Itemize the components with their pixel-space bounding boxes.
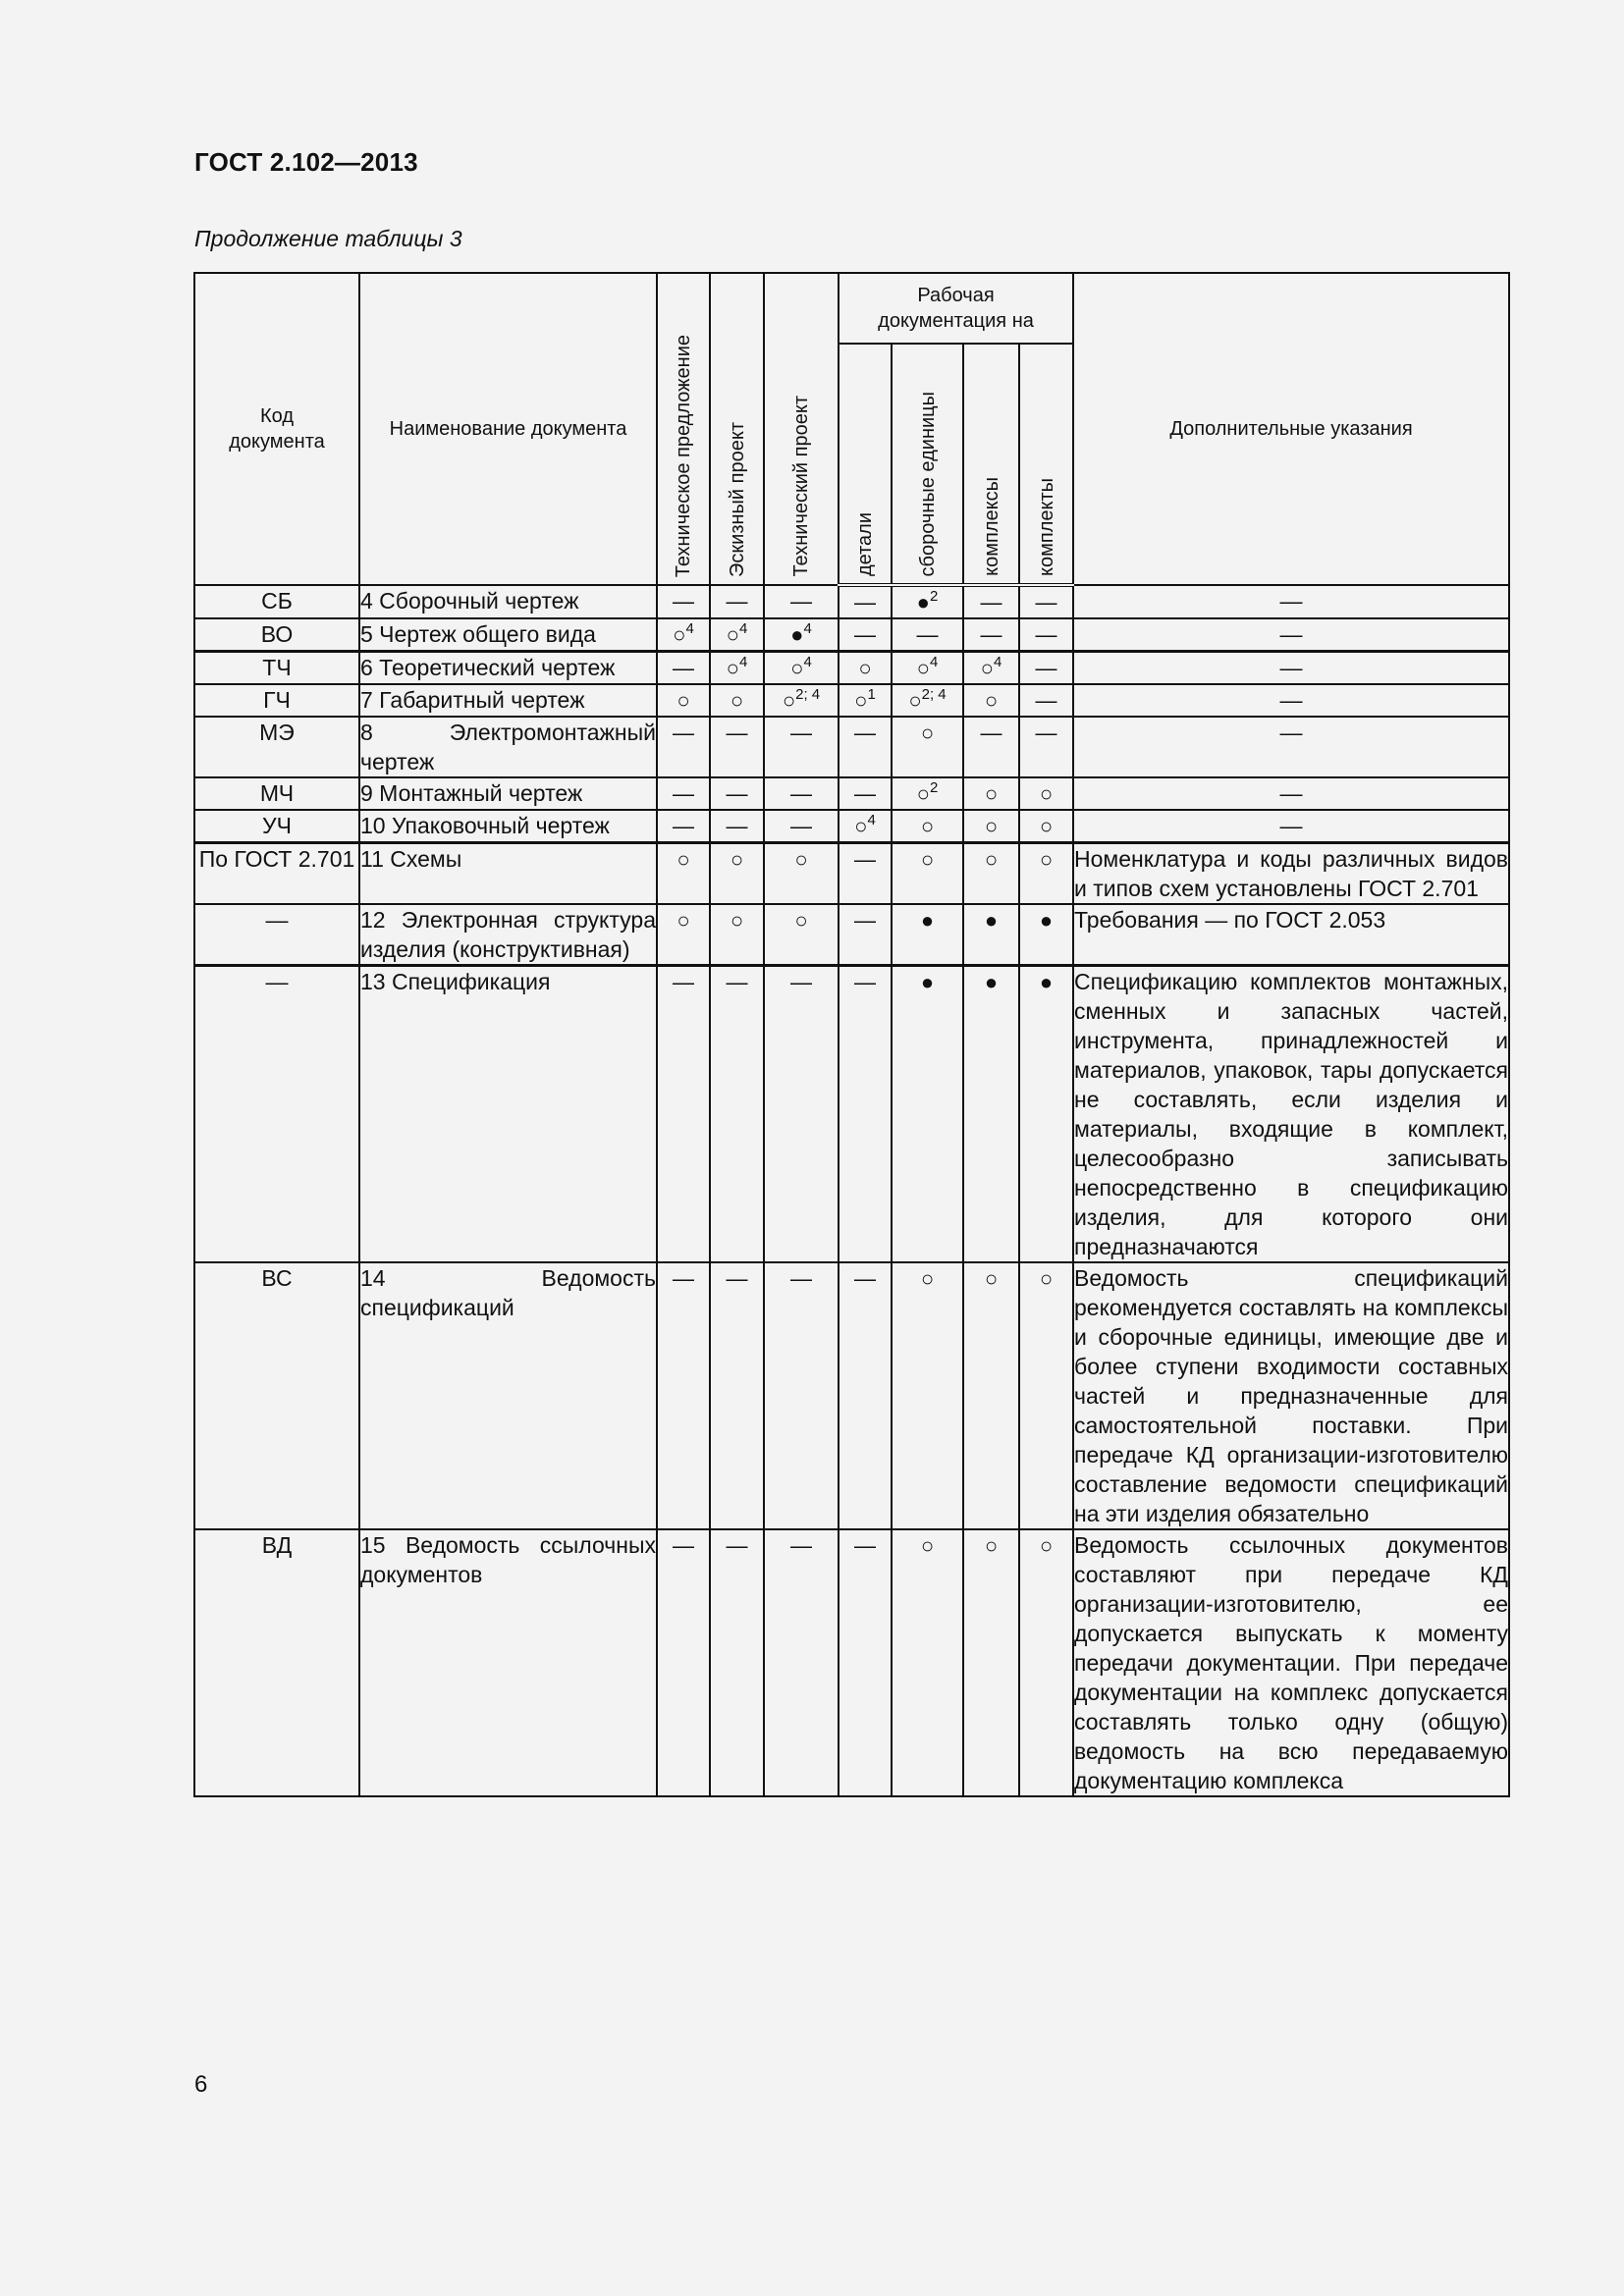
stage-mark-symbol: ○ <box>984 814 999 838</box>
stage-mark-symbol: — <box>980 590 1002 614</box>
header-complexes-label: комплексы <box>980 477 1002 576</box>
stage-mark-symbol: — <box>673 1533 694 1558</box>
document-title: ГОСТ 2.102—2013 <box>194 147 418 177</box>
stage-mark-cell <box>710 810 764 843</box>
table-row <box>194 1262 1509 1529</box>
stage-mark-symbol: — <box>790 814 812 838</box>
footnote-ref: 4 <box>803 654 812 670</box>
stage-mark-symbol: ○ <box>858 656 872 680</box>
header-tech-project-label: Технический проект <box>790 396 812 577</box>
stage-mark-symbol: — <box>854 1533 876 1558</box>
stage-mark-symbol: — <box>854 590 876 614</box>
stage-mark-cell <box>657 810 710 843</box>
stage-mark-cell <box>1019 777 1073 810</box>
stage-mark-symbol: ○ <box>730 847 744 872</box>
header-tech-proposal-label: Техническое предложение <box>673 334 694 577</box>
stage-mark-cell <box>710 618 764 652</box>
stage-mark-cell <box>892 777 963 810</box>
stage-mark-symbol: — <box>726 970 748 994</box>
stage-mark-cell <box>710 904 764 966</box>
header-draft-project <box>710 273 764 585</box>
stage-mark-cell <box>839 904 892 966</box>
document-code-cell: — <box>194 904 359 966</box>
document-name-cell: 5 Чертеж общего вида <box>359 618 657 652</box>
stage-mark-cell <box>764 618 839 652</box>
stage-mark-symbol: — <box>790 781 812 806</box>
stage-mark-cell <box>839 810 892 843</box>
stage-mark-cell <box>892 717 963 777</box>
stage-mark-symbol: ○ <box>677 688 690 713</box>
header-kits-label: комплекты <box>1035 478 1057 576</box>
stage-mark-cell <box>839 777 892 810</box>
stage-mark-cell <box>657 585 710 618</box>
stage-mark-cell <box>839 652 892 685</box>
table-row <box>194 717 1509 777</box>
stage-mark-symbol: ○ <box>677 908 690 933</box>
stage-mark-cell <box>764 777 839 810</box>
stage-mark-symbol: ○ <box>730 688 744 713</box>
document-name-cell: 9 Монтажный чертеж <box>359 777 657 810</box>
header-assembly-units <box>892 344 963 585</box>
stage-mark-cell <box>963 1262 1019 1529</box>
stage-mark-symbol: — <box>673 656 694 680</box>
stage-mark-symbol: — <box>673 781 694 806</box>
stage-mark-symbol: — <box>790 1266 812 1291</box>
document-code-cell: ГЧ <box>194 684 359 717</box>
stage-mark-cell <box>764 717 839 777</box>
stage-mark-cell <box>710 843 764 905</box>
stage-mark-symbol: — <box>854 908 876 933</box>
footnote-ref: 4 <box>738 654 748 670</box>
stage-mark-cell <box>1019 717 1073 777</box>
additional-notes-cell: Ведомость ссылочных документов составляют при передаче КД организации-изготовителю, ее допускается выпускать к моменту передачи документации. При передаче документации на комплекс допускается составлять только одну (общую) ведомость на всю передаваемую документацию комплекса <box>1073 1529 1509 1796</box>
header-tech-project <box>764 273 839 585</box>
table-row <box>194 585 1509 618</box>
stage-mark-cell <box>892 1529 963 1796</box>
stage-mark-cell <box>1019 652 1073 685</box>
stage-mark-symbol: — <box>673 1266 694 1291</box>
header-assembly-units-label: сборочные единицы <box>916 391 939 576</box>
header-name: Наименование документа <box>359 273 657 585</box>
footnote-ref: 4 <box>867 812 876 828</box>
stage-mark-symbol: — <box>726 1533 748 1558</box>
header-code: Код документа <box>194 273 359 585</box>
stage-mark-symbol: — <box>854 781 876 806</box>
stage-mark-symbol: ○ <box>854 814 868 838</box>
stage-mark-cell <box>963 966 1019 1263</box>
header-details-label: детали <box>854 511 876 576</box>
stage-mark-symbol: — <box>726 721 748 745</box>
stage-mark-symbol: ○ <box>782 688 796 713</box>
additional-notes-cell: — <box>1073 585 1509 618</box>
table-caption: Продолжение таблицы 3 <box>194 226 462 251</box>
stage-mark-symbol: ● <box>790 622 804 647</box>
stage-mark-symbol: ○ <box>984 781 999 806</box>
additional-notes-cell: — <box>1073 810 1509 843</box>
stage-mark-cell <box>1019 904 1073 966</box>
document-code-cell: ВО <box>194 618 359 652</box>
stage-mark-cell <box>657 777 710 810</box>
stage-mark-symbol: — <box>1035 688 1057 713</box>
document-code-cell: ВС <box>194 1262 359 1529</box>
footnote-ref: 2 <box>929 588 939 605</box>
stage-mark-cell <box>963 652 1019 685</box>
footnote-ref: 2 <box>929 779 939 796</box>
stage-mark-symbol: ○ <box>1039 1533 1054 1558</box>
table-body <box>194 585 1509 1796</box>
stage-mark-symbol: ● <box>920 970 935 994</box>
document-name-cell: 11 Схемы <box>359 843 657 905</box>
stage-mark-symbol: — <box>726 781 748 806</box>
document-name-cell: 12 Электронная структура изделия (конструктивная) <box>359 904 657 966</box>
stage-mark-symbol: ○ <box>920 847 935 872</box>
table-row <box>194 777 1509 810</box>
stage-mark-cell <box>657 843 710 905</box>
stage-mark-cell <box>764 1262 839 1529</box>
stage-mark-cell <box>1019 684 1073 717</box>
footnote-ref: 2; 4 <box>795 686 821 703</box>
stage-mark-symbol: ○ <box>920 814 935 838</box>
stage-mark-symbol: ● <box>1039 908 1054 933</box>
stage-mark-cell <box>710 1529 764 1796</box>
stage-mark-symbol: — <box>790 589 812 614</box>
stage-mark-symbol: ● <box>916 590 930 614</box>
stage-mark-cell <box>963 1529 1019 1796</box>
stage-mark-symbol: ○ <box>1039 814 1054 838</box>
document-name-cell: 14 Ведомость спецификаций <box>359 1262 657 1529</box>
stage-mark-symbol: ○ <box>920 1533 935 1558</box>
stage-mark-symbol: — <box>726 1266 748 1291</box>
stage-mark-cell <box>764 843 839 905</box>
stage-mark-symbol: — <box>980 721 1002 745</box>
stage-mark-symbol: — <box>790 721 812 745</box>
stage-mark-symbol: ○ <box>908 688 922 713</box>
additional-notes-cell: Требования — по ГОСТ 2.053 <box>1073 904 1509 966</box>
stage-mark-cell <box>892 843 963 905</box>
stage-mark-cell <box>657 1529 710 1796</box>
stage-mark-symbol: ○ <box>920 721 935 745</box>
stage-mark-cell <box>1019 843 1073 905</box>
stage-mark-cell <box>1019 1529 1073 1796</box>
stage-mark-cell <box>892 618 963 652</box>
stage-mark-cell <box>892 966 963 1263</box>
stage-mark-cell <box>1019 1262 1073 1529</box>
stage-mark-symbol: — <box>673 721 694 745</box>
stage-mark-symbol: ○ <box>854 688 868 713</box>
stage-mark-symbol: — <box>1035 622 1057 647</box>
stage-mark-cell <box>1019 618 1073 652</box>
header-complexes <box>963 344 1019 585</box>
header-details <box>839 344 892 585</box>
document-code-cell: СБ <box>194 585 359 618</box>
document-name-cell: 10 Упаковочный чертеж <box>359 810 657 843</box>
stage-mark-symbol: — <box>1035 721 1057 745</box>
stage-mark-symbol: — <box>673 589 694 614</box>
stage-mark-symbol: — <box>854 847 876 872</box>
footnote-ref: 4 <box>685 620 694 637</box>
stage-mark-cell <box>764 684 839 717</box>
stage-mark-cell <box>892 652 963 685</box>
stage-mark-cell <box>710 966 764 1263</box>
additional-notes-cell: — <box>1073 777 1509 810</box>
stage-mark-cell <box>657 966 710 1263</box>
document-name-cell: 6 Теоретический чертеж <box>359 652 657 685</box>
additional-notes-cell: Ведомость спецификаций рекомендуется составлять на комплексы и сборочные единицы, имеющие две и более ступени входимости составных частей и предназначенные для самостоятельной поставки. При передаче КД организации-изготовителю составление ведомости спецификаций на эти изделия обязательно <box>1073 1262 1509 1529</box>
document-code-cell: МЭ <box>194 717 359 777</box>
footnote-ref: 4 <box>803 620 812 637</box>
stage-mark-symbol: ○ <box>726 656 739 680</box>
stage-mark-symbol: — <box>854 721 876 745</box>
stage-mark-cell <box>657 904 710 966</box>
stage-mark-cell <box>710 777 764 810</box>
stage-mark-symbol: — <box>1035 590 1057 614</box>
stage-mark-cell <box>963 684 1019 717</box>
stage-mark-symbol: ● <box>1039 970 1054 994</box>
stage-mark-cell <box>839 1262 892 1529</box>
stage-mark-symbol: ○ <box>726 622 739 647</box>
stage-mark-cell <box>963 777 1019 810</box>
stage-mark-cell <box>839 843 892 905</box>
stage-mark-cell <box>892 810 963 843</box>
stage-mark-symbol: ○ <box>980 656 994 680</box>
page-number: 6 <box>194 2071 208 2098</box>
stage-mark-cell <box>1019 810 1073 843</box>
document-code-cell: МЧ <box>194 777 359 810</box>
additional-notes-cell: — <box>1073 618 1509 652</box>
stage-mark-symbol: ● <box>984 908 999 933</box>
stage-mark-symbol: — <box>916 622 939 647</box>
stage-mark-cell <box>764 810 839 843</box>
stage-mark-symbol: — <box>854 1266 876 1291</box>
document-name-cell: 4 Сборочный чертеж <box>359 585 657 618</box>
additional-notes-cell: — <box>1073 684 1509 717</box>
stage-mark-cell <box>839 618 892 652</box>
stage-mark-symbol: ○ <box>984 847 999 872</box>
table-row <box>194 618 1509 652</box>
stage-mark-symbol: ○ <box>673 622 686 647</box>
stage-mark-symbol: ○ <box>984 688 999 713</box>
table-row <box>194 684 1509 717</box>
stage-mark-symbol: ○ <box>1039 1266 1054 1291</box>
document-code-cell: ТЧ <box>194 652 359 685</box>
stage-mark-symbol: ○ <box>794 847 808 872</box>
stage-mark-cell <box>963 843 1019 905</box>
footnote-ref: 4 <box>929 654 939 670</box>
header-tech-proposal <box>657 273 710 585</box>
stage-mark-symbol: ○ <box>1039 847 1054 872</box>
document-name-cell: 8 Электромонтажный чертеж <box>359 717 657 777</box>
stage-mark-cell <box>839 1529 892 1796</box>
stage-mark-cell <box>963 618 1019 652</box>
stage-mark-cell <box>963 585 1019 618</box>
document-name-cell: 13 Спецификация <box>359 966 657 1263</box>
stage-mark-cell <box>657 684 710 717</box>
additional-notes-cell: Номенклатура и коды различных видов и типов схем установлены ГОСТ 2.701 <box>1073 843 1509 905</box>
stage-mark-cell <box>657 618 710 652</box>
header-kits <box>1019 344 1073 585</box>
document-name-cell: 15 Ведомость ссылочных документов <box>359 1529 657 1796</box>
header-working-docs: Рабочая документация на <box>839 273 1073 344</box>
additional-notes-cell: — <box>1073 652 1509 685</box>
stage-mark-cell <box>710 1262 764 1529</box>
stage-mark-cell <box>839 585 892 618</box>
stage-mark-symbol: ○ <box>984 1533 999 1558</box>
stage-mark-cell <box>839 966 892 1263</box>
stage-mark-symbol: — <box>790 1533 812 1558</box>
document-code-cell: УЧ <box>194 810 359 843</box>
document-name-cell: 7 Габаритный чертеж <box>359 684 657 717</box>
stage-mark-symbol: ● <box>984 970 999 994</box>
additional-notes-cell: Спецификацию комплектов монтажных, сменных и запасных частей, инструмента, принадлежностей и материалов, упаковок, тары допускается не составлять, если изделия и материалы, входящие в комплект, целесообразно записывать непосредственно в спецификацию изделия, для которого они предназначаются <box>1073 966 1509 1263</box>
stage-mark-cell <box>710 717 764 777</box>
footnote-ref: 2; 4 <box>921 686 947 703</box>
stage-mark-symbol: — <box>854 622 876 647</box>
stage-mark-symbol: — <box>673 814 694 838</box>
stage-mark-cell <box>963 717 1019 777</box>
stage-mark-cell <box>963 810 1019 843</box>
stage-mark-cell <box>710 684 764 717</box>
stage-mark-symbol: ○ <box>730 908 744 933</box>
header-draft-project-label: Эскизный проект <box>726 422 748 577</box>
stage-mark-symbol: — <box>980 622 1002 647</box>
stage-mark-symbol: ○ <box>1039 781 1054 806</box>
footnote-ref: 1 <box>867 686 876 703</box>
stage-mark-cell <box>963 904 1019 966</box>
stage-mark-cell <box>892 585 963 618</box>
header-notes: Дополнительные указания <box>1073 273 1509 585</box>
document-code-cell: ВД <box>194 1529 359 1796</box>
stage-mark-symbol: ○ <box>916 781 930 806</box>
stage-mark-cell <box>710 585 764 618</box>
table-row <box>194 652 1509 685</box>
document-code-cell: По ГОСТ 2.701 <box>194 843 359 905</box>
stage-mark-cell <box>764 904 839 966</box>
stage-mark-cell <box>657 652 710 685</box>
stage-mark-cell <box>1019 585 1073 618</box>
stage-mark-cell <box>764 652 839 685</box>
stage-mark-cell <box>892 1262 963 1529</box>
stage-mark-cell <box>839 684 892 717</box>
document-code-cell: — <box>194 966 359 1263</box>
stage-mark-cell <box>657 1262 710 1529</box>
stage-mark-symbol: — <box>854 970 876 994</box>
table-row <box>194 843 1509 905</box>
stage-mark-cell <box>892 904 963 966</box>
table-row <box>194 966 1509 1263</box>
footnote-ref: 4 <box>993 654 1002 670</box>
additional-notes-cell: — <box>1073 717 1509 777</box>
stage-mark-symbol: ● <box>920 908 935 933</box>
documents-table <box>193 272 1510 1797</box>
stage-mark-cell <box>764 966 839 1263</box>
stage-mark-cell <box>1019 966 1073 1263</box>
stage-mark-cell <box>764 585 839 618</box>
stage-mark-symbol: ○ <box>916 656 930 680</box>
stage-mark-symbol: — <box>673 970 694 994</box>
table-row <box>194 1529 1509 1796</box>
stage-mark-symbol: ○ <box>677 847 690 872</box>
stage-mark-cell <box>710 652 764 685</box>
stage-mark-symbol: ○ <box>794 908 808 933</box>
stage-mark-cell <box>764 1529 839 1796</box>
stage-mark-symbol: — <box>790 970 812 994</box>
stage-mark-symbol: — <box>1035 656 1057 680</box>
stage-mark-symbol: — <box>726 814 748 838</box>
stage-mark-cell <box>839 717 892 777</box>
stage-mark-symbol: ○ <box>790 656 804 680</box>
stage-mark-symbol: ○ <box>920 1266 935 1291</box>
stage-mark-cell <box>892 684 963 717</box>
stage-mark-cell <box>657 717 710 777</box>
stage-mark-symbol: ○ <box>984 1266 999 1291</box>
footnote-ref: 4 <box>738 620 748 637</box>
table-row <box>194 904 1509 966</box>
stage-mark-symbol: — <box>726 589 748 614</box>
table-row <box>194 810 1509 843</box>
